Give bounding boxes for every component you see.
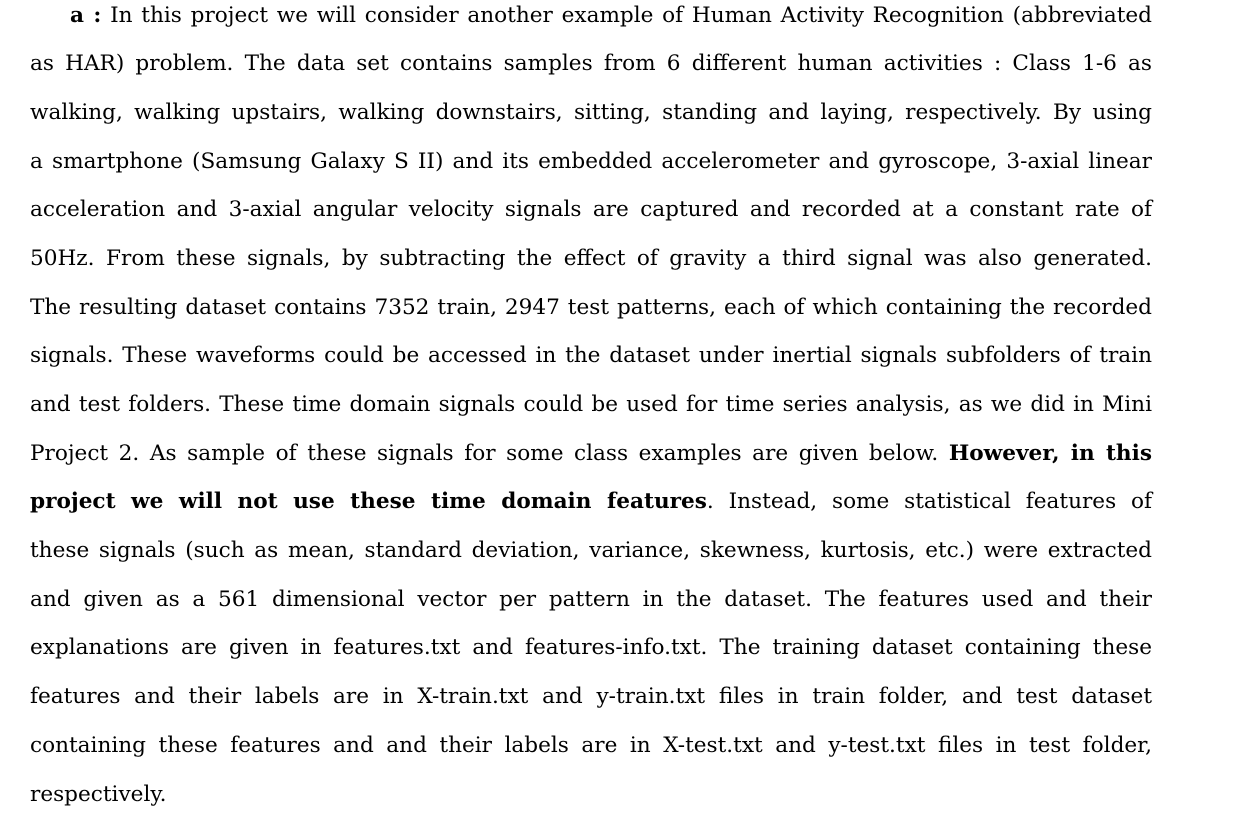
paragraph-line-11 <box>30 487 1152 517</box>
paragraph-line-8: signals. These waveforms could be accessed in the dataset under inertial signals subfolders of train <box>30 343 1152 368</box>
paragraph-line-2: as HAR) problem. The data set contains samples from 6 different human activities : Class 1-6 as <box>30 51 1152 76</box>
paragraph-line-13: and given as a 561 dimensional vector per pattern in the dataset. The features used and their <box>30 587 1152 612</box>
paragraph-label: a : <box>70 3 102 28</box>
paragraph-line-1 <box>70 1 1152 31</box>
paragraph-line-6: 50Hz. From these signals, by subtracting the effect of gravity a third signal was also generated. <box>30 246 1152 271</box>
paragraph-line-10 <box>30 439 1152 469</box>
paragraph-line-7: The resulting dataset contains 7352 train, 2947 test patterns, each of which containing the recorded <box>30 295 1152 320</box>
paragraph-line-12: these signals (such as mean, standard deviation, variance, skewness, kurtosis, etc.) were extracted <box>30 538 1152 563</box>
paragraph-line-9: and test folders. These time domain signals could be used for time series analysis, as we did in Mini <box>30 392 1152 417</box>
paragraph-line-5: acceleration and 3-axial angular velocity signals are captured and recorded at a constant rate of <box>30 197 1152 222</box>
paragraph-line-15: features and their labels are in X-train.txt and y-train.txt files in train folder, and test dataset <box>30 684 1152 709</box>
emphasis-text: project we will not use these time domain features <box>30 489 707 514</box>
line-text: . Instead, some statistical features of <box>706 489 1152 514</box>
emphasis-text: However, in this <box>948 441 1152 466</box>
paragraph-line-16: containing these features and and their labels are in X-test.txt and y-test.txt files in test folder, <box>30 733 1152 758</box>
paragraph-line-17: respectively. <box>30 782 167 807</box>
paragraph-line-14: explanations are given in features.txt and features-info.txt. The training dataset containing these <box>30 635 1152 660</box>
line-text: Project 2. As sample of these signals for some class examples are given below. <box>30 441 939 466</box>
paragraph-line-4: a smartphone (Samsung Galaxy S II) and its embedded accelerometer and gyroscope, 3-axial linear <box>30 149 1152 174</box>
paragraph-line-3: walking, walking upstairs, walking downstairs, sitting, standing and laying, respectively. By using <box>30 100 1152 125</box>
line-text: In this project we will consider another example of Human Activity Recognition (abbreviated <box>110 3 1152 28</box>
